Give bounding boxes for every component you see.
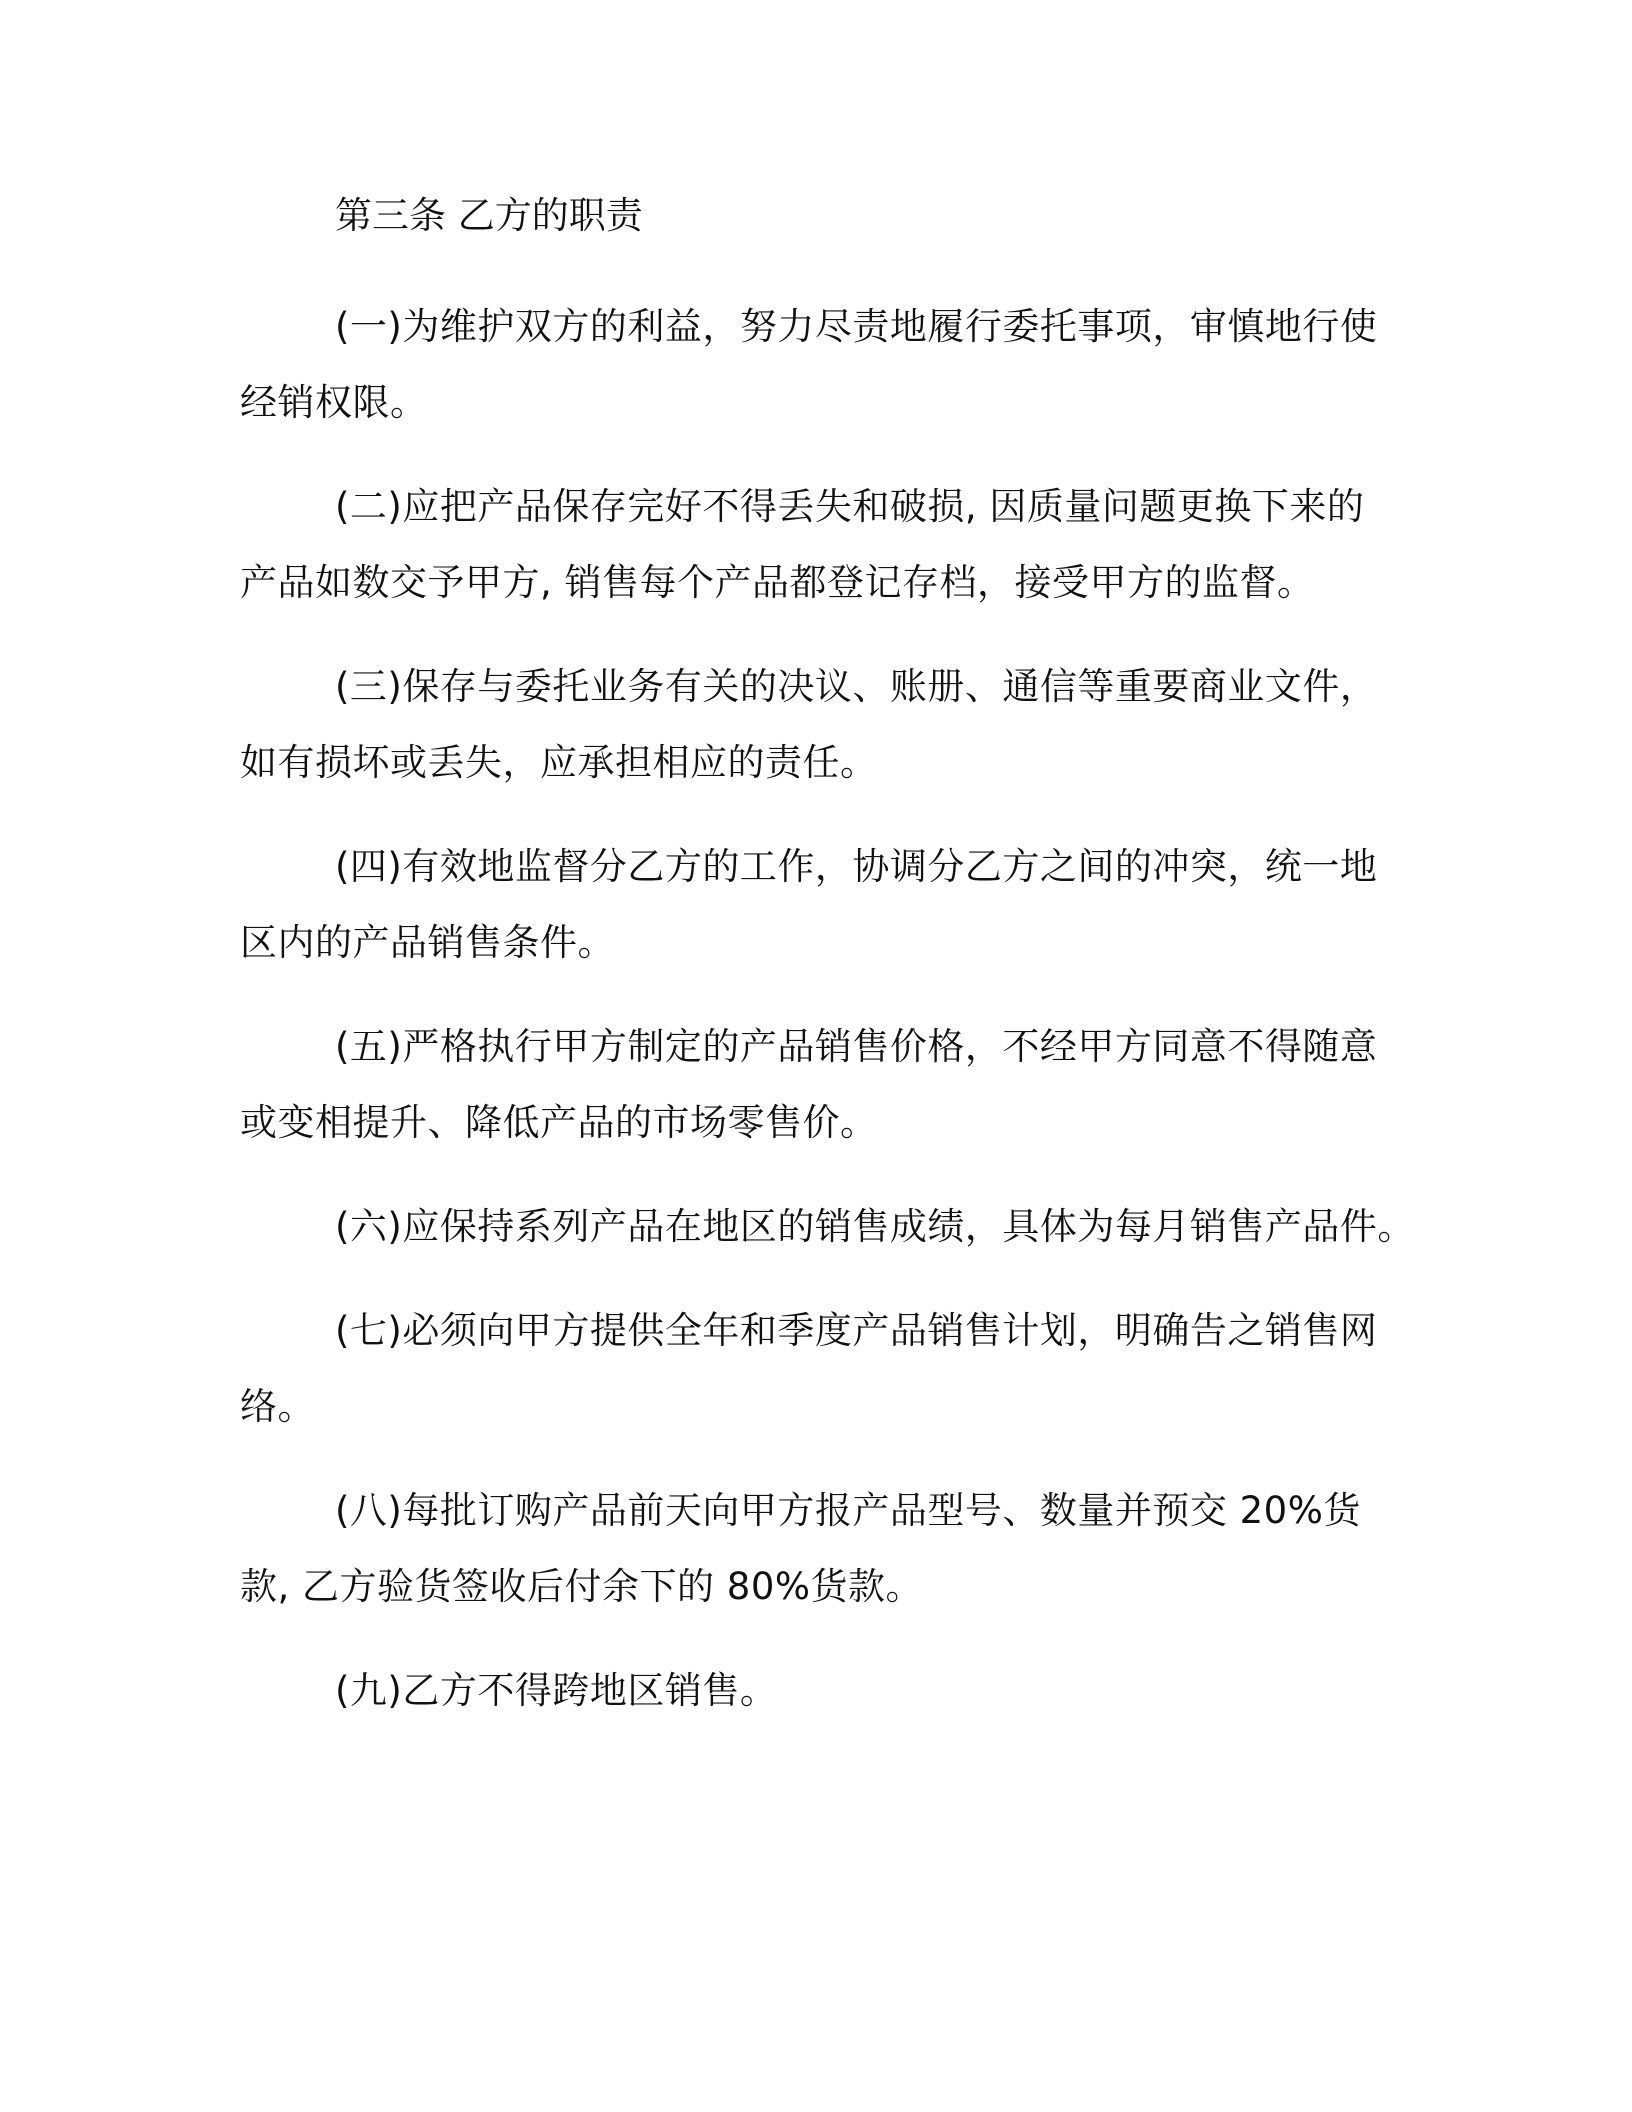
clause-2: (二)应把产品保存完好不得丢失和破损, 因质量问题更换下来的产品如数交予甲方, 销售每个产品都登记存档，接受甲方的监督。 bbox=[240, 485, 1365, 604]
clause-3: (三)保存与委托业务有关的决议、账册、通信等重要商业文件，如有损坏或丢失，应承担相应的责任。 bbox=[240, 665, 1378, 784]
clause-7: (七)必须向甲方提供全年和季度产品销售计划，明确告之销售网络。 bbox=[240, 1309, 1378, 1428]
article-heading: 第三条 乙方的职责 bbox=[335, 194, 643, 237]
clause-5: (五)严格执行甲方制定的产品销售价格，不经甲方同意不得随意或变相提升、降低产品的市场零售价。 bbox=[240, 1025, 1378, 1144]
clause-9: (九)乙方不得跨地区销售。 bbox=[335, 1669, 778, 1712]
clause-8: (八)每批订购产品前天向甲方报产品型号、数量并预交 20%货款, 乙方验货签收后付余下的 80%货款。 bbox=[240, 1489, 1361, 1608]
clause-1: (一)为维护双方的利益，努力尽责地履行委托事项，审慎地行使经销权限。 bbox=[240, 305, 1378, 424]
document-body bbox=[240, 190, 1415, 1757]
clause-6: (六)应保持系列产品在地区的销售成绩，具体为每月销售产品件。 bbox=[335, 1205, 1415, 1248]
clause-4: (四)有效地监督分乙方的工作，协调分乙方之间的冲突，统一地区内的产品销售条件。 bbox=[240, 845, 1378, 964]
